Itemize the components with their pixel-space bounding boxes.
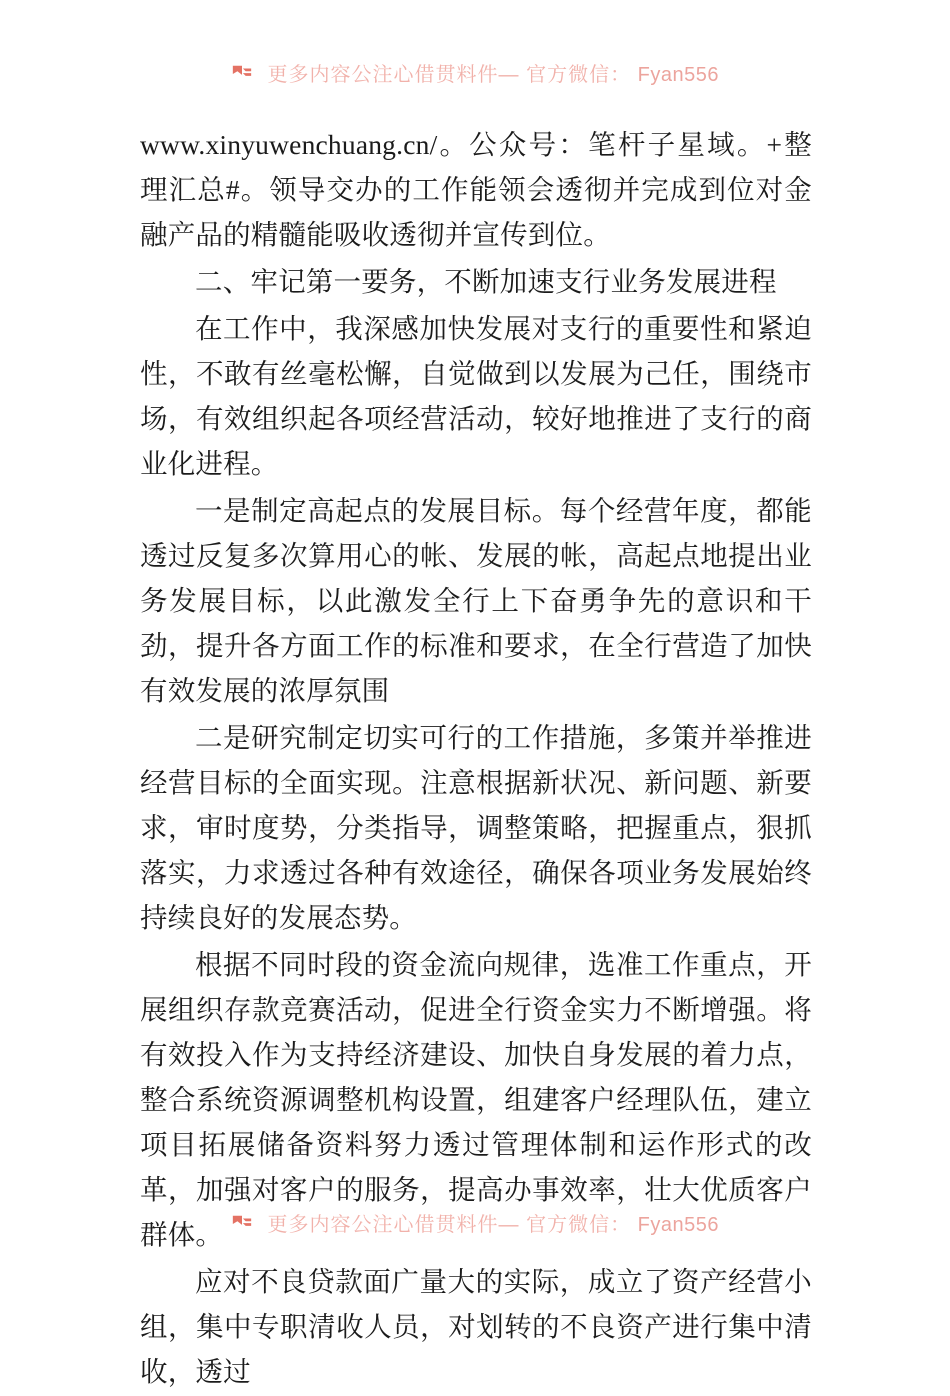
watermark-content xyxy=(231,58,719,87)
paragraph-4: 一是制定高起点的发展目标。每个经营年度，都能透过反复多次算用心的帐、发展的帐，高起点地提出业务发展目标，以此激发全行上下奋勇争先的意识和干劲，提升各方面工作的标准和要求，在全行营造了加快有效发展的浓厚氛围 xyxy=(140,495,812,706)
paragraph-6: 根据不同时段的资金流向规律，选准工作重点，开展组织存款竞赛活动，促进全行资金实力不断增强。将有效投入作为支持经济建设、加快自身发展的着力点，整合系统资源调整机构设置，组建客户经理队伍，建立项目拓展储备资料努力透过管理体制和运作形式的改革，加强对客户的服务，提高办事效率，壮大优质客户群体。 xyxy=(140,949,812,1250)
brand-logo-icon xyxy=(231,63,253,85)
watermark-bottom xyxy=(0,1208,950,1237)
watermark-main-text: 更多内容公注心借贯料件— xyxy=(267,1214,520,1236)
watermark-top xyxy=(0,58,950,87)
paragraph-2-heading: 二、牢记第一要务，不断加速支行业务发展进程 xyxy=(195,266,777,297)
paragraph-5: 二是研究制定切实可行的工作措施，多策并举推进经营目标的全面实现。注意根据新状况、新问题、新要求，审时度势，分类指导，调整策略，把握重点，狠抓落实，力求透过各种有效途径，确保各项业务发展始终持续良好的发展态势。 xyxy=(140,722,812,933)
watermark-id: Fyan556 xyxy=(637,64,720,86)
watermark-id: Fyan556 xyxy=(637,1214,720,1236)
watermark-label: 官方微信： xyxy=(526,64,632,86)
paragraph-3: 在工作中，我深感加快发展对支行的重要性和紧迫性，不敢有丝毫松懈，自觉做到以发展为己任，围绕市场，有效组织起各项经营活动，较好地推进了支行的商业化进程。 xyxy=(140,313,812,479)
paragraph-1: www.xinyuwenchuang.cn/。公众号：笔杆子星域。+整理汇总#。领导交办的工作能领会透彻并完成到位对金融产品的精髓能吸收透彻并宣传到位。 xyxy=(140,129,812,250)
paragraph-7: 应对不良贷款面广量大的实际，成立了资产经营小组，集中专职清收人员，对划转的不良资产进行集中清收，透过 xyxy=(140,1266,812,1387)
watermark-main-text: 更多内容公注心借贯料件— xyxy=(267,64,520,86)
watermark-label: 官方微信： xyxy=(526,1214,632,1236)
watermark-content-bottom xyxy=(231,1208,719,1237)
brand-logo-icon xyxy=(231,1213,253,1235)
document-text-body xyxy=(140,122,812,1396)
